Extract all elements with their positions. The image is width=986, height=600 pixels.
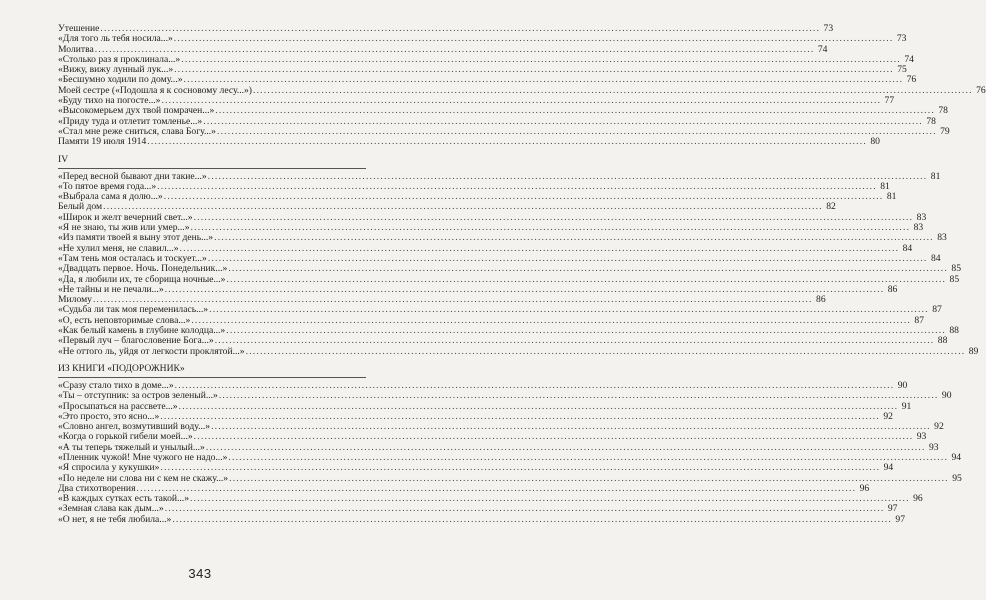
entry-page-number: 87 (932, 304, 942, 316)
entry-page-number: 90 (897, 379, 908, 391)
entry-title: «Я не знаю, ты жив или умер...» (58, 222, 190, 234)
entry-title: «Это просто, это ясно...» (58, 410, 160, 422)
dot-leader: ........................................................................................................................................................................................................ (216, 125, 937, 137)
entry-title: «Буду тихо на погосте...» (58, 95, 161, 107)
entry-title: «Пленник чужой! Мне чужого не надо...» (58, 451, 228, 463)
toc-entry (58, 263, 961, 275)
entry-page-number: 94 (951, 451, 962, 463)
dot-leader: ........................................................................................................................................................................................................ (160, 410, 880, 422)
entry-page-number: 76 (976, 84, 986, 96)
entry-page-number: 77 (884, 95, 895, 107)
dot-leader: ........................................................................................................................................................................................................ (228, 263, 948, 275)
dot-leader: ........................................................................................................................................................................................................ (179, 242, 900, 254)
dot-leader: ........................................................................................................................................................................................................ (147, 136, 867, 148)
entry-page-number: 86 (887, 283, 898, 295)
dot-leader: ........................................................................................................................................................................................................ (226, 273, 947, 285)
dot-leader: ........................................................................................................................................................................................................ (190, 493, 910, 505)
dot-leader: ........................................................................................................................................................................................................ (207, 170, 928, 182)
entry-title: «Стал мне реже сниться, слава Богу...» (58, 125, 216, 137)
entry-page-number: 74 (817, 43, 828, 55)
entry-page-number: 81 (930, 170, 941, 182)
entry-page-number: 96 (913, 493, 923, 505)
dot-leader: ........................................................................................................................................................................................................ (228, 451, 949, 463)
entry-page-number: 76 (906, 74, 917, 86)
entry-title: «Судьба ли так моя переменилась...» (58, 304, 209, 316)
entry-page-number: 87 (914, 314, 925, 326)
entry-title: Памяти 19 июля 1914 (58, 136, 147, 148)
entry-title: «Я спросила у кукушки» (58, 462, 160, 474)
entry-page-number: 93 (916, 431, 927, 443)
dot-leader: ........................................................................................................................................................................................................ (229, 472, 949, 484)
entry-page-number: 92 (883, 410, 893, 422)
dot-leader: ........................................................................................................................................................................................................ (252, 84, 973, 96)
entry-title: «Перед весной бывают дни такие...» (58, 170, 207, 182)
entry-title: «Ты – отступник: за остров зеленый...» (58, 390, 218, 402)
entry-page-number: 81 (886, 191, 897, 203)
toc-entry (58, 345, 979, 357)
entry-page-number: 73 (896, 33, 907, 45)
entry-page-number: 73 (823, 23, 834, 34)
entry-title: «Вижу, вижу лунный лук...» (58, 64, 174, 76)
entry-title: «Приду туда и отлетит томленье...» (58, 115, 203, 127)
entry-page-number: 83 (913, 222, 924, 234)
entry-title: «Выбрала сама я долю...» (58, 191, 163, 203)
entry-page-number: 97 (895, 513, 905, 525)
dot-leader: ........................................................................................................................................................................................................ (173, 33, 894, 45)
dot-leader: ........................................................................................................................................................................................................ (157, 180, 877, 192)
entry-title: «Высокомерьем дух твой помрачен...» (58, 105, 215, 117)
toc-group-3 (58, 379, 962, 525)
entry-title: «Да, я любили их, те сборища ночные...» (58, 273, 226, 285)
dot-leader: ........................................................................................................................................................................................................ (164, 283, 885, 295)
toc-entry (58, 390, 952, 402)
dot-leader: ........................................................................................................................................................................................................ (191, 314, 912, 326)
section-title-podorozhnik: ИЗ КНИГИ «ПОДОРОЖНИК» (58, 362, 185, 374)
entry-page-number: 88 (949, 325, 959, 337)
dot-leader: ........................................................................................................................................................................................................ (94, 43, 815, 55)
dot-leader: ........................................................................................................................................................................................................ (205, 441, 926, 453)
entry-page-number: 92 (934, 421, 944, 433)
dot-leader: ........................................................................................................................................................................................................ (103, 201, 823, 213)
dot-leader: ........................................................................................................................................................................................................ (193, 211, 914, 223)
entry-title: «По неделе ни слова ни с кем не скажу...» (58, 472, 229, 484)
toc-entry (58, 513, 905, 525)
dot-leader: ........................................................................................................................................................................................................ (164, 503, 885, 515)
table-of-contents (58, 23, 986, 525)
entry-page-number: 88 (937, 335, 948, 347)
entry-title: «Не тайны и не печали...» (58, 283, 164, 295)
entry-title: Милому (58, 294, 92, 306)
dot-leader: ........................................................................................................................................................................................................ (226, 325, 946, 337)
entry-title: Два стихотворения (58, 482, 136, 494)
dot-leader: ........................................................................................................................................................................................................ (207, 252, 928, 264)
entry-page-number: 86 (816, 294, 826, 306)
entry-page-number: 74 (904, 53, 914, 65)
dot-leader: ........................................................................................................................................................................................................ (211, 421, 931, 433)
entry-title: «Земная слава как дым...» (58, 503, 164, 515)
entry-title: «Широк и желт вечерний свет...» (58, 211, 193, 223)
entry-page-number: 93 (928, 441, 939, 453)
dot-leader: ........................................................................................................................................................................................................ (172, 513, 892, 525)
entry-page-number: 91 (901, 400, 912, 412)
entry-title: «Для того ль тебя носила...» (58, 33, 173, 45)
entry-page-number: 85 (949, 273, 960, 285)
dot-leader: ........................................................................................................................................................................................................ (203, 115, 923, 127)
toc-entry (58, 136, 880, 148)
entry-page-number: 78 (926, 115, 936, 127)
dot-leader: ........................................................................................................................................................................................................ (160, 462, 881, 474)
dot-leader: ........................................................................................................................................................................................................ (136, 482, 857, 494)
dot-leader: ........................................................................................................................................................................................................ (193, 431, 914, 443)
dot-leader: ........................................................................................................................................................................................................ (183, 74, 904, 86)
dot-leader: ........................................................................................................................................................................................................ (209, 304, 929, 316)
dot-leader: ........................................................................................................................................................................................................ (174, 64, 894, 76)
entry-page-number: 85 (951, 263, 961, 275)
entry-page-number: 94 (883, 462, 894, 474)
dot-leader: ........................................................................................................................................................................................................ (190, 222, 911, 234)
entry-title: «Двадцать первое. Ночь. Понедельник...» (58, 263, 228, 275)
entry-title: Белый дом (58, 201, 103, 213)
dot-leader: ........................................................................................................................................................................................................ (100, 23, 821, 34)
entry-title: «Первый луч – благословение Бога...» (58, 335, 214, 347)
dot-leader: ........................................................................................................................................................................................................ (92, 294, 813, 306)
entry-page-number: 80 (870, 136, 880, 148)
page-number: 343 (188, 566, 212, 581)
entry-page-number: 96 (859, 482, 870, 494)
entry-title: «Не оттого ль, уйдя от легкости проклятой...» (58, 345, 245, 357)
dot-leader: ........................................................................................................................................................................................................ (161, 95, 882, 107)
entry-page-number: 84 (930, 252, 941, 264)
dot-leader: ........................................................................................................................................................................................................ (163, 191, 884, 203)
toc-group-1 (58, 23, 986, 148)
entry-title: «В каждых сутках есть такой...» (58, 493, 189, 505)
section-rule (58, 377, 366, 378)
dot-leader: ........................................................................................................................................................................................................ (245, 345, 966, 357)
entry-title: Моей сестре («Подошла я к сосновому лесу...») (58, 84, 252, 96)
entry-page-number: 83 (916, 211, 927, 223)
entry-title: «О, есть неповторимые слова...» (58, 314, 191, 326)
section-label-iv: IV (58, 153, 69, 165)
entry-title: Утешение (58, 23, 100, 34)
dot-leader: ........................................................................................................................................................................................................ (174, 379, 895, 391)
entry-page-number: 79 (940, 125, 950, 137)
entry-page-number: 83 (937, 232, 947, 244)
entry-title: «Когда о горькой гибели моей...» (58, 431, 193, 443)
entry-title: «Там тень моя осталась и тоскует...» (58, 252, 207, 264)
entry-title: Молитва (58, 43, 94, 55)
entry-title: «То пятое время года...» (58, 180, 157, 192)
dot-leader: ........................................................................................................................................................................................................ (214, 335, 935, 347)
entry-title: «А ты теперь тяжелый и унылый...» (58, 441, 205, 453)
entry-page-number: 90 (941, 390, 952, 402)
entry-title: «Не хулил меня, не славил...» (58, 242, 179, 254)
entry-title: «О нет, я не тебя любила...» (58, 513, 172, 525)
entry-title: «Столько раз я проклинала...» (58, 53, 181, 65)
entry-title: «Просыпаться на рассвете...» (58, 400, 178, 412)
entry-title: «Сразу стало тихо в доме...» (58, 379, 174, 391)
toc-group-2 (58, 170, 979, 357)
dot-leader: ........................................................................................................................................................................................................ (214, 232, 934, 244)
entry-page-number: 95 (952, 472, 962, 484)
dot-leader: ........................................................................................................................................................................................................ (215, 105, 935, 117)
entry-page-number: 84 (902, 242, 913, 254)
dot-leader: ........................................................................................................................................................................................................ (218, 390, 939, 402)
entry-page-number: 78 (938, 105, 948, 117)
entry-title: «Словно ангел, возмутивший воду...» (58, 421, 211, 433)
entry-page-number: 75 (897, 64, 907, 76)
entry-title: «Из памяти твоей я выну этот день...» (58, 232, 214, 244)
entry-page-number: 82 (826, 201, 836, 213)
entry-page-number: 97 (887, 503, 898, 515)
entry-page-number: 89 (968, 345, 979, 357)
dot-leader: ........................................................................................................................................................................................................ (181, 53, 901, 65)
entry-title: «Как белый камень в глубине колодца...» (58, 325, 226, 337)
dot-leader: ........................................................................................................................................................................................................ (178, 400, 899, 412)
entry-page-number: 81 (880, 180, 890, 192)
section-rule (58, 168, 366, 169)
entry-title: «Бесшумно ходили по дому...» (58, 74, 183, 86)
